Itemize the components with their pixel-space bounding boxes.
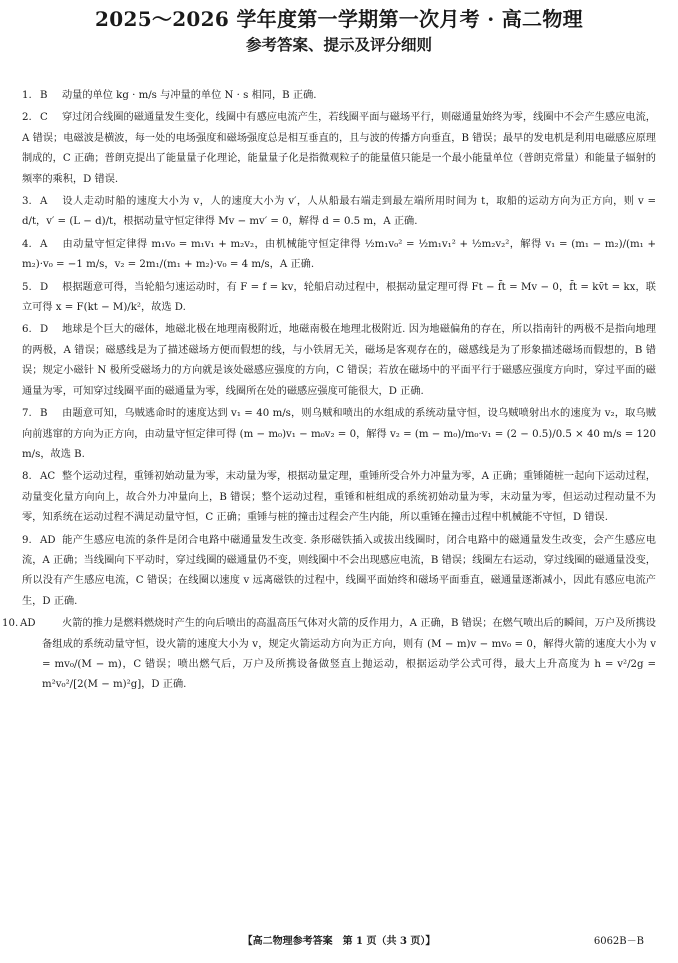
answer-key: D bbox=[40, 324, 49, 336]
answer-number: 6. bbox=[22, 324, 32, 336]
footer-page-info: 【高二物理参考答案 第 1 页（共 3 页）】 bbox=[242, 936, 436, 947]
answer-key: A bbox=[40, 238, 48, 250]
answer-number: 2. bbox=[22, 112, 32, 124]
answer-item bbox=[22, 235, 656, 276]
answer-item bbox=[22, 531, 656, 613]
answer-item bbox=[22, 467, 656, 528]
answer-explanation: 地球是个巨大的磁体，地磁北极在地理南极附近，地磁南极在地理北极附近. 因为地磁偏角的存在，所以指南针的两极不是指向地理的两极，A 错误；磁感线是为了描述磁场方便而假想的线，与小铁屑无关，磁场是客观存在的，磁感线是为了形象描述磁场而假想的，B 错误；规定小磁针 N 极所受磁场力的方向就是该处磁感应强度的方向，C 错误；若放在磁场中的平面平行于磁感应强度方向时，穿过平面的磁通量为零，可知穿过线圈平面的磁通量为零，线圈所在处的磁感应强度可能很大，D 正确. bbox=[22, 324, 656, 397]
answer-item bbox=[22, 320, 656, 402]
answer-number: 1. bbox=[22, 90, 32, 101]
answer-explanation: 整个运动过程，重锤初始动量为零，末动量为零，根据动量定理，重锤所受合外力冲量为零，A 正确；重锤随桩一起向下运动过程，动量变化量方向向上，故合外力冲量向上，B 错误；整个运动过程，重锤和桩组成的系统初始动量为零，末动量为零，但运动过程动量不为零，知系统在运动过程不满足动量守恒，C 正确；重锤与桩的撞击过程会产生内能，所以重锤在撞击过程中机械能不守恒，D 错误. bbox=[22, 471, 656, 524]
answer-key: AC bbox=[40, 471, 56, 483]
answer-number: 3. bbox=[22, 196, 32, 208]
answer-item bbox=[2, 614, 656, 696]
answer-number: 7. bbox=[22, 408, 32, 420]
answer-explanation: 由动量守恒定律得 m₁v₀ = m₁v₁ + m₂v₂，由机械能守恒定律得 ½m₁v₀² = ½m₁v₁² + ½m₂v₂²，解得 v₁ = (m₁ − m₂)/(m₁ + m₂)·v₀ = −1 m/s，v₂ = 2m₁/(m₁ + m₂)·v₀ = 4 m/s，A 正确. bbox=[22, 238, 656, 271]
answer-explanation: 设人走动时船的速度大小为 v，人的速度大小为 v′，人从船最右端走到最左端所用时间为 t，取船的运动方向为正方向，则 v = d/t，v′ = (L − d)/t，根据动量守恒定律得 Mv − mv′ = 0，解得 d = 0.5 m，A 正确. bbox=[22, 196, 656, 228]
answer-item bbox=[22, 404, 656, 465]
answer-key: AD bbox=[40, 534, 56, 546]
answer-key: AD bbox=[20, 618, 36, 630]
answer-explanation: 能产生感应电流的条件是闭合电路中磁通量发生改变. 条形磁铁插入或拔出线圈时，闭合电路中的磁通量发生改变，会产生感应电流，A 正确；当线圈向下平动时，穿过线圈的磁通量仍不变，则线圈中不会出现感应电流，B 错误；线圈左右运动，穿过线圈的磁通量没变，所以没有产生感应电流，C 错误；在线圈以速度 v 远离磁铁的过程中，线圈平面始终和磁场平面垂直，磁通量逐渐减小，因此有感应电流产生，D 正确. bbox=[22, 534, 656, 607]
answer-explanation: 火箭的推力是燃料燃烧时产生的向后喷出的高温高压气体对火箭的反作用力，A 正确，B 错误；在燃气喷出后的瞬间，万户及所携设备组成的系统动量守恒，设火箭的速度大小为 v，规定火箭运动方向为正方向，则有 (M − m)v − mv₀ = 0，解得火箭的速度大小为 v = mv₀/(M − m)，C 错误；喷出燃气后，万户及所携设备做竖直上抛运动，根据运动学公式可得，最大上升高度为 h = v²/2g = m²v₀²/[2(M − m)²g]，D 正确. bbox=[42, 618, 656, 691]
page-title: 2025～2026 学年度第一学期第一次月考 · 高二物理 bbox=[95, 7, 583, 31]
page-footer bbox=[0, 934, 678, 950]
answer-item bbox=[22, 108, 656, 190]
answer-explanation: 穿过闭合线圈的磁通量发生变化，线圈中有感应电流产生，若线圈平面与磁场平行，则磁通量始终为零，线圈中不会产生感应电流，A 错误；电磁波是横波，每一处的电场强度和磁场强度总是相互垂直的，且与波的传播方向垂直，B 错误；最早的发电机是利用电磁感应原理制成的，C 正确；普朗克提出了能量量子化理论，能量量子化是指微观粒子的能量值只能是一个最小能量单位（普朗克常量）和能量子辐射的频率的乘积，D 错误. bbox=[22, 112, 656, 185]
answer-number: 8. bbox=[22, 471, 32, 483]
answer-number: 10. bbox=[2, 618, 19, 630]
answer-list bbox=[2, 86, 656, 696]
answer-key: D bbox=[40, 281, 49, 293]
footer-code: 6062B－B bbox=[593, 936, 644, 947]
page-subtitle: 参考答案、提示及评分细则 bbox=[245, 35, 432, 54]
answer-item bbox=[22, 86, 656, 106]
answer-item bbox=[22, 192, 656, 233]
answer-explanation: 动量的单位 kg · m/s 与冲量的单位 N · s 相同，B 正确. bbox=[62, 90, 317, 101]
answer-item bbox=[22, 278, 656, 319]
answer-explanation: 根据题意可得，当轮船匀速运动时，有 F = f = kv，轮船启动过程中，根据动量定理可得 Ft − f̄t = Mv − 0，f̄t = kv̄t = kx，联立可得 x = F(kt − M)/k²，故选 D. bbox=[22, 281, 656, 314]
answer-number: 4. bbox=[22, 238, 32, 250]
answer-number: 5. bbox=[22, 281, 32, 293]
answer-number: 9. bbox=[22, 534, 32, 546]
answer-key: B bbox=[40, 90, 48, 101]
answer-key: A bbox=[40, 196, 48, 208]
answer-explanation: 由题意可知，乌贼逃命时的速度达到 v₁ = 40 m/s，则乌贼和喷出的水组成的系统动量守恒，设乌贼喷射出水的速度为 v₂，取乌贼向前逃窜的方向为正方向，由动量守恒定律可得 (m − m₀)v₁ − m₀v₂ = 0，解得 v₂ = (m − m₀)/m₀·v₁ = (2 − 0.5)/0.5 × 40 m/s = 120 m/s，故选 B. bbox=[22, 408, 656, 460]
answer-key: C bbox=[40, 112, 48, 124]
answer-key: B bbox=[40, 408, 48, 420]
